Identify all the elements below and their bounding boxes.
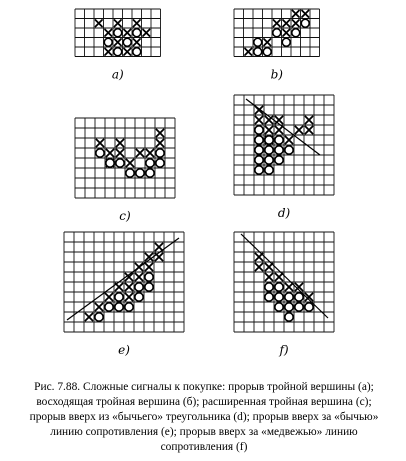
o-mark	[275, 156, 283, 164]
panel-d	[234, 95, 334, 220]
x-mark	[136, 274, 143, 281]
o-mark	[275, 283, 283, 291]
o-mark	[305, 303, 313, 311]
x-mark	[126, 284, 133, 291]
o-mark	[105, 303, 113, 311]
o-mark	[115, 303, 123, 311]
o-mark	[255, 136, 263, 144]
o-mark	[104, 38, 112, 46]
x-mark	[134, 39, 141, 46]
x-mark	[124, 49, 131, 56]
o-mark	[285, 293, 293, 301]
x-mark	[96, 304, 103, 311]
o-mark	[275, 293, 283, 301]
x-mark	[157, 130, 164, 137]
x-mark	[115, 20, 122, 27]
x-mark	[117, 140, 124, 147]
x-mark	[146, 264, 153, 271]
o-mark	[146, 159, 154, 167]
panel-a	[75, 9, 161, 82]
o-mark	[125, 303, 133, 311]
x-mark	[147, 150, 154, 157]
caption-line-2: восходящая тройная вершина (б); расширенная тройная вершина (с);	[36, 396, 372, 408]
figure-caption	[8, 380, 400, 455]
x-mark	[296, 127, 303, 134]
x-mark	[276, 274, 283, 281]
x-mark	[105, 49, 112, 56]
x-mark	[107, 150, 114, 157]
o-mark	[255, 126, 263, 134]
o-mark	[156, 149, 164, 157]
x-mark	[143, 30, 150, 37]
o-mark	[156, 159, 164, 167]
o-mark	[265, 136, 273, 144]
x-mark	[127, 160, 134, 167]
panel-label-a: a)	[111, 67, 124, 82]
o-mark	[263, 48, 271, 56]
caption-line-3: прорыв вверх из «бычьего» треугольника (d); прорыв вверх за «бычью»	[29, 411, 379, 423]
o-mark	[133, 48, 141, 56]
x-mark	[106, 294, 113, 301]
caption-line-4: линию сопротивления (е); прорыв вверх за «медвежью» линию	[50, 426, 358, 438]
o-mark	[265, 146, 273, 154]
x-mark	[286, 284, 293, 291]
o-mark	[255, 156, 263, 164]
x-mark	[156, 244, 163, 251]
panel-label-e: e)	[118, 343, 130, 357]
panel-f	[234, 232, 334, 357]
o-mark	[255, 166, 263, 174]
x-mark	[116, 284, 123, 291]
x-mark	[264, 39, 271, 46]
o-mark	[275, 146, 283, 154]
o-mark	[285, 313, 293, 321]
x-mark	[126, 294, 133, 301]
x-mark	[306, 127, 313, 134]
o-mark	[96, 149, 104, 157]
o-mark	[265, 166, 273, 174]
x-mark	[137, 150, 144, 157]
x-mark	[302, 11, 309, 18]
x-mark	[283, 20, 290, 27]
x-mark	[283, 30, 290, 37]
x-mark	[274, 20, 281, 27]
x-mark	[293, 11, 300, 18]
o-mark	[133, 29, 141, 37]
o-mark	[285, 303, 293, 311]
panel-label-f: f)	[279, 343, 289, 357]
o-mark	[254, 38, 262, 46]
x-mark	[105, 30, 112, 37]
x-mark	[115, 39, 122, 46]
x-mark	[293, 20, 300, 27]
x-mark	[96, 20, 103, 27]
caption-line-1: Рис. 7.88. Сложные сигналы к покупке: прорыв тройной вершины (а);	[34, 381, 374, 393]
o-mark	[145, 273, 153, 281]
o-mark	[126, 169, 134, 177]
grid-f	[234, 232, 334, 332]
x-mark	[117, 150, 124, 157]
o-mark	[282, 38, 290, 46]
x-mark	[97, 140, 104, 147]
o-mark	[146, 169, 154, 177]
x-mark	[266, 127, 273, 134]
o-mark	[116, 159, 124, 167]
o-mark	[254, 48, 262, 56]
o-mark	[265, 156, 273, 164]
grid-c	[75, 118, 175, 198]
x-mark	[266, 264, 273, 271]
o-mark	[255, 146, 263, 154]
x-mark	[245, 49, 252, 56]
o-mark	[273, 29, 281, 37]
x-mark	[256, 264, 263, 271]
o-mark	[145, 283, 153, 291]
o-mark	[135, 293, 143, 301]
o-mark	[275, 136, 283, 144]
grid-d	[234, 95, 334, 195]
o-mark	[292, 29, 300, 37]
x-mark	[157, 140, 164, 147]
x-mark	[134, 20, 141, 27]
o-mark	[301, 19, 309, 27]
o-mark	[114, 48, 122, 56]
o-mark	[285, 146, 293, 154]
x-mark	[306, 117, 313, 124]
x-mark	[86, 314, 93, 321]
x-mark	[266, 274, 273, 281]
caption-line-5: сопротивления (f)	[160, 441, 248, 453]
o-mark	[265, 293, 273, 301]
o-mark	[106, 159, 114, 167]
x-mark	[124, 30, 131, 37]
o-mark	[114, 29, 122, 37]
o-mark	[115, 293, 123, 301]
panel-e	[64, 232, 184, 357]
panel-label-c: c)	[119, 209, 131, 223]
o-mark	[265, 283, 273, 291]
x-mark	[256, 117, 263, 124]
o-mark	[95, 313, 103, 321]
x-mark	[286, 137, 293, 144]
o-mark	[295, 293, 303, 301]
o-mark	[135, 283, 143, 291]
panel-c	[75, 118, 175, 223]
o-mark	[275, 303, 283, 311]
o-mark	[123, 38, 131, 46]
panel-label-d: d)	[277, 206, 291, 220]
o-mark	[295, 303, 303, 311]
panel-label-b: b)	[270, 67, 283, 82]
x-mark	[276, 127, 283, 134]
o-mark	[136, 169, 144, 177]
panel-b	[234, 9, 320, 82]
